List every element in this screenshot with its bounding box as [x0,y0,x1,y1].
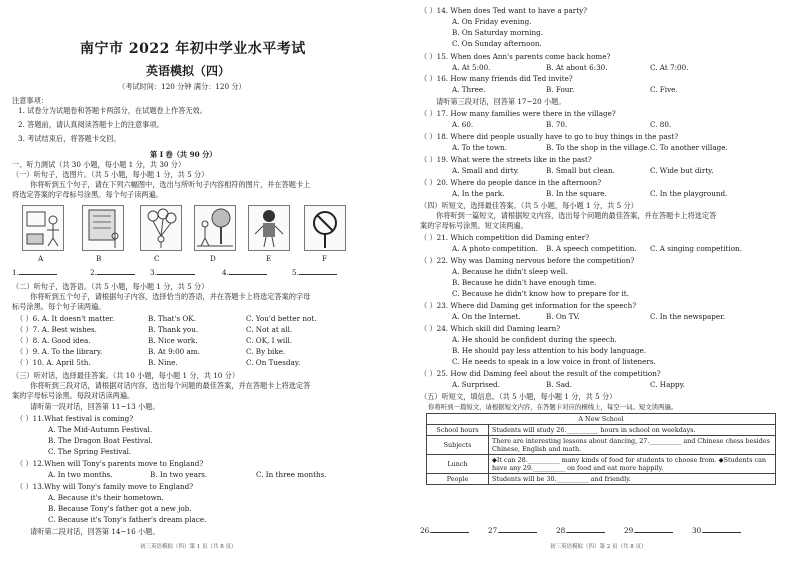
dialogue-heading: 请听第一段对话，回答第 11~13 小题。 [30,402,160,411]
table-header: A New School [427,414,776,425]
option[interactable]: A. The Mid-Autumn Festival. [48,425,153,434]
answer-blank-29[interactable]: 29. [624,526,673,535]
answer-blank-1[interactable]: 1. [12,268,57,277]
picture-letter: D [210,254,216,263]
row-label: People [427,474,489,485]
question-16[interactable]: （ ）16. How many friends did Ted invite? [420,74,573,83]
question-12[interactable]: （ ）12.When will Tony's parents move to England? [16,459,204,468]
question-8[interactable]: （ ）8. A. Good idea. [16,336,91,345]
question-23[interactable]: （ ）23. Where did Daming get information for the speech? [420,301,637,310]
row-text: ◆It can 28.__________ many kinds of food for students to choose from. ◆Students can have any 29.__________ on food and eat more happily. [489,455,776,474]
table-row [427,436,776,455]
picture-letter: E [266,254,272,263]
note-item: 3. 考试结束后，将答题卡交回。 [18,134,121,143]
instruction-text: 你将听到一篇短文，请根据短文内容，在答题卡对应的横线上，每空一词。短文读两遍。 [428,403,678,411]
answer-blank-30[interactable]: 30. [692,526,741,535]
section-heading: 一、听力测试（共 30 小题，每小题 1 分，共 30 分） [12,160,186,169]
exam-subtitle: 英语模拟（四） [146,64,231,78]
option-c[interactable]: C. OK, I will. [246,336,293,345]
option[interactable]: A. On the Internet. [452,312,521,321]
option[interactable]: A. In the park. [452,189,505,198]
instruction-text: 你将听到三段对话，请根据对话内容，选出每个问题的最佳答案，并在答题卡上将选定答 [30,381,311,390]
page-footer: 初三英语模拟（四）第 2 页（共 8 页） [550,544,647,550]
notes-heading: 注意事项： [12,96,48,105]
section-heading: （二）听句子，选答语。（共 5 小题，每小题 1 分，共 5 分） [12,282,209,291]
question-20[interactable]: （ ）20. Where do people dance in the afternoon? [420,178,602,187]
option[interactable]: B. He should pay less attention to his body language. [452,346,647,355]
option[interactable]: C. A singing competition. [650,244,742,253]
section-heading: （三）听对话，选择最佳答案。（共 10 小题，每小题 1 分，共 10 分） [12,371,240,380]
option[interactable]: A. On Friday evening. [452,17,532,26]
answer-blank-2[interactable]: 2. [90,268,135,277]
question-13[interactable]: （ ）13.Why will Tony's family move to England? [16,482,194,491]
option[interactable]: C. 80. [650,120,672,129]
table-row [427,455,776,474]
option[interactable]: A. Because he didn't sleep well. [452,267,568,276]
info-table [426,413,776,485]
option[interactable]: A. A photo competition. [452,244,538,253]
option-b[interactable]: B. Nine. [148,358,178,367]
answer-blank-4[interactable]: 4. [222,268,267,277]
question-14[interactable]: （ ）14. When does Ted want to have a party? [420,6,588,15]
picture-letter: A [38,254,44,263]
option[interactable]: A. He should be confident during the speech. [452,335,617,344]
instruction-text: 将选定答案的字母标号涂黑。每个句子读两遍。 [12,190,163,199]
option-c[interactable]: C. By bike. [246,347,286,356]
row-label: Lunch [427,455,489,474]
instruction-text: 你将听到五个句子，请在下列六幅图中，选出与所听句子内容相符的图片，并在答题卡上 [30,180,311,189]
option[interactable]: B. The Dragon Boat Festival. [48,436,153,445]
answer-blank-27[interactable]: 27. [488,526,537,535]
note-item: 1. 试卷分为试题卷和答题卡两部分，在试题卷上作答无效。 [18,106,207,115]
instruction-text: 案的字母标号涂黑。短文读两遍。 [420,221,528,230]
dialogue-heading: 请听第二段对话，回答第 14~16 小题。 [30,527,160,536]
page-footer: 初三英语模拟（四）第 1 页（共 8 页） [140,544,237,550]
row-label: School hours [427,425,489,436]
dialogue-heading: 请听第三段对话，回答第 17~20 小题。 [436,97,566,106]
instruction-text: 你将听到五个句子，请根据句子内容，选择恰当的答语，并在答题卡上将选定答案的字母 [30,292,311,301]
option[interactable]: B. 70. [546,120,568,129]
option-c[interactable]: C. Not at all. [246,325,293,334]
table-row [427,425,776,436]
right-page [400,0,794,561]
picture-no-sign [304,205,346,251]
option[interactable]: C. On Sunday afternoon. [452,39,542,48]
question-21[interactable]: （ ）21. Which competition did Daming enter? [420,233,590,242]
row-text: Students will study 26.__________ hours in school on weekdays. [489,425,776,436]
option[interactable]: C. Five. [650,85,678,94]
option[interactable]: B. A speech competition. [546,244,637,253]
instruction-text: 标号涂黑。每个句子读两遍。 [12,302,106,311]
row-text: There are interesting lessons about dancing, 27.__________ and Chinese chess besides Chinese, English and math. [489,436,776,455]
option-c[interactable]: C. On Tuesday. [246,358,301,367]
picture-balloons [140,205,182,251]
picture-classroom [22,205,64,251]
question-15[interactable]: （ ）15. When does Ann's parents come back home? [420,52,611,61]
option-b[interactable]: B. Thank you. [148,325,199,334]
option[interactable]: B. Four. [546,85,575,94]
part-heading: 第 I 卷（共 90 分） [150,150,217,159]
picture-letter: C [154,254,160,263]
option[interactable]: C. In three months. [256,470,327,479]
picture-boy [248,205,290,251]
option-b[interactable]: B. At 9:00 am. [148,347,200,356]
answer-blank-3[interactable]: 3. [150,268,195,277]
option[interactable]: B. On TV. [546,312,580,321]
picture-letter: F [322,254,327,263]
option[interactable]: A. Because it's their hometown. [48,493,164,502]
option[interactable]: B. In the square. [546,189,607,198]
option[interactable]: C. In the playground. [650,189,728,198]
exam-title: 南宁市 2022 年初中学业水平考试 [80,41,306,57]
question-18[interactable]: （ ）18. Where did people usually have to go to buy things in the past? [420,132,679,141]
option[interactable]: B. Sad. [546,380,572,389]
option[interactable]: B. In two years. [150,470,208,479]
option[interactable]: C. In the newspaper. [650,312,726,321]
picture-board [82,205,124,251]
time-score: （考试时间：120 分钟 满分：120 分） [118,82,246,91]
question-9[interactable]: （ ）9. A. To the library. [16,347,103,356]
option[interactable]: C. Because he didn't know how to prepare for it. [452,289,629,298]
option[interactable]: A. 60. [452,120,474,129]
answer-blank-5[interactable]: 5. [292,268,337,277]
question-11[interactable]: （ ）11.What festival is coming? [16,414,134,423]
question-10[interactable]: （ ）10. A. April 5th. [16,358,91,367]
option[interactable]: B. To the shop in the village. [546,143,650,152]
option-b[interactable]: B. That's OK. [148,314,196,323]
question-7[interactable]: （ ）7. A. Best wishes. [16,325,97,334]
instruction-text: 你将听到一篇短文，请根据短文内容，选出每个问题的最佳答案，并在答题卡上将选定答 [436,211,717,220]
option[interactable]: A. Surprised. [452,380,500,389]
note-item: 2. 答题前，请认真阅读答题卡上的注意事项。 [18,120,164,129]
question-19[interactable]: （ ）19. What were the streets like in the past? [420,155,592,164]
question-22[interactable]: （ ）22. Why was Daming nervous before the competition? [420,256,635,265]
row-label: Subjects [427,436,489,455]
picture-letter: B [96,254,102,263]
question-6[interactable]: （ ）6. A. It doesn't matter. [16,314,115,323]
answer-blank-28[interactable]: 28. [556,526,605,535]
option[interactable]: A. To the town. [452,143,507,152]
option[interactable]: C. Wide but dirty. [650,166,714,175]
instruction-text: 案的字母标号涂黑。每段对话读两遍。 [12,391,135,400]
option[interactable]: C. The Spring Festival. [48,447,132,456]
answer-blank-26[interactable]: 26. [420,526,469,535]
section-heading: （四）听短文，选择最佳答案。（共 5 小题，每小题 1 分，共 5 分） [420,201,638,210]
option-c[interactable]: C. You'd better not. [246,314,317,323]
option[interactable]: A. Small and dirty. [452,166,520,175]
option[interactable]: C. To another village. [650,143,728,152]
option[interactable]: B. On Saturday morning. [452,28,544,37]
option[interactable]: A. At 5:00. [452,63,491,72]
picture-tree-planting [194,205,236,251]
option[interactable]: C. At 7:00. [650,63,689,72]
option[interactable]: B. Because Tony's father got a new job. [48,504,192,513]
section-heading: （一）听句子，选图片。（共 5 小题，每小题 1 分，共 5 分） [12,170,209,179]
row-text: Students will be 30.__________ and friendly. [489,474,776,485]
section-heading: （五）听短文，填信息。（共 5 小题，每小题 1 分，共 5 分） [420,392,617,401]
question-17[interactable]: （ ）17. How many families were there in the village? [420,109,616,118]
option[interactable]: B. Because he didn't have enough time. [452,278,597,287]
table-row [427,474,776,485]
option[interactable]: B. At about 6:30. [546,63,608,72]
option[interactable]: B. Small but clean. [546,166,615,175]
option[interactable]: A. In two months. [48,470,113,479]
option[interactable]: C. Happy. [650,380,685,389]
option[interactable]: A. Three. [452,85,486,94]
question-25[interactable]: （ ）25. How did Daming feel about the result of the competition? [420,369,661,378]
option-b[interactable]: B. Nice work. [148,336,198,345]
question-24[interactable]: （ ）24. Which skill did Daming learn? [420,324,561,333]
option[interactable]: C. Because it's Tony's father's dream place. [48,515,207,524]
option[interactable]: C. He needs to speak in a low voice in front of listeners. [452,357,656,366]
